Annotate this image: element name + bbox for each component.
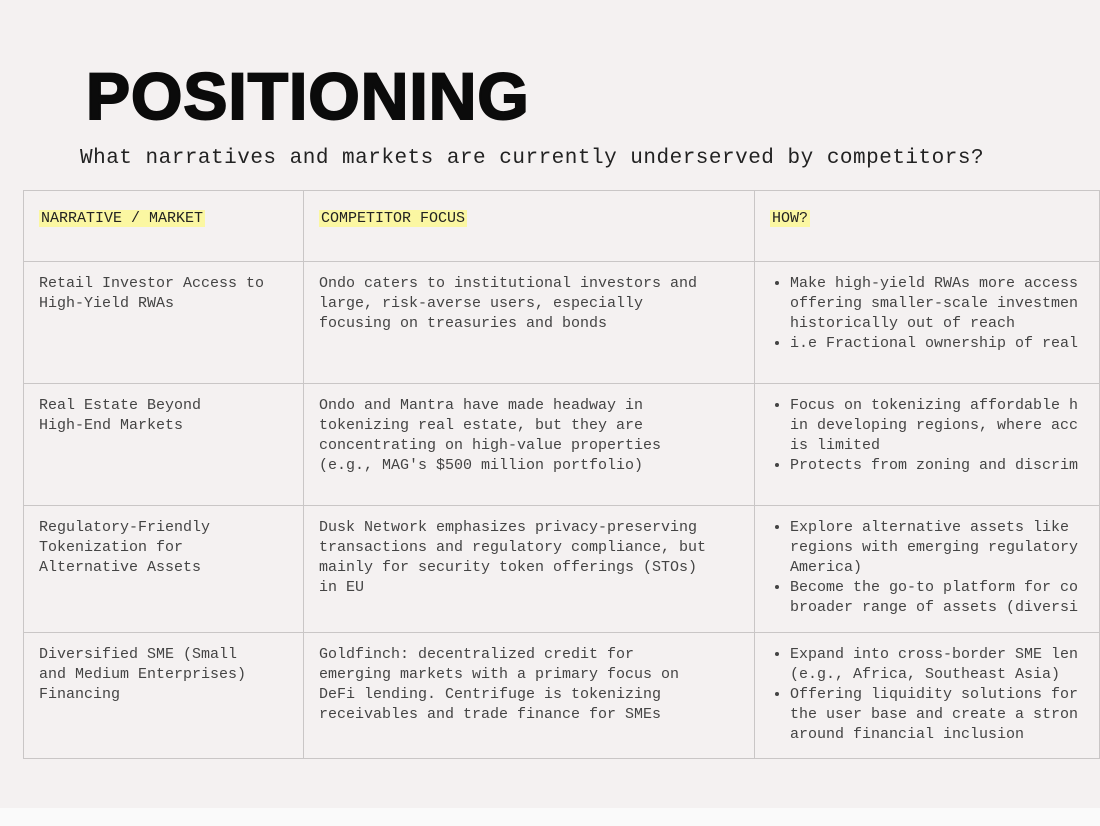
table-row <box>24 384 1100 506</box>
focus-cell: Goldfinch: decentralized credit for emerging markets with a primary focus on DeFi lending. Centrifuge is tokenizing receivables and trade finance for SMEs <box>304 633 755 759</box>
header-narrative-market: NARRATIVE / MARKET <box>41 210 204 227</box>
how-cell <box>755 633 1100 759</box>
how-bullet: • Focus on tokenizing affordable h in developing regions, where acc is limited <box>790 396 1095 456</box>
market-cell: Retail Investor Access to High-Yield RWAs <box>24 262 304 384</box>
table-row <box>24 633 1100 759</box>
market-cell: Real Estate Beyond High-End Markets <box>24 384 304 506</box>
positioning-table <box>23 190 1100 759</box>
header-competitor-focus: COMPETITOR FOCUS <box>321 210 466 227</box>
how-cell <box>755 384 1100 506</box>
table-row <box>24 506 1100 633</box>
bottom-strip <box>0 808 1100 826</box>
how-bullet: • Explore alternative assets like regions with emerging regulatory America) <box>790 518 1095 578</box>
page-subtitle: What narratives and markets are currently underserved by competitors? <box>80 147 985 170</box>
focus-cell: Dusk Network emphasizes privacy-preserving transactions and regulatory compliance, but mainly for security token offerings (STOs) in EU <box>304 506 755 633</box>
how-bullet: • Protects from zoning and discrim <box>790 456 1095 476</box>
how-bullet: • Expand into cross-border SME len (e.g., Africa, Southeast Asia) <box>790 645 1095 685</box>
market-cell: Regulatory-Friendly Tokenization for Alternative Assets <box>24 506 304 633</box>
how-cell <box>755 262 1100 384</box>
header-how: HOW? <box>772 210 809 227</box>
how-bullet: • Become the go-to platform for co broader range of assets (diversi <box>790 578 1095 618</box>
focus-cell: Ondo caters to institutional investors and large, risk-averse users, especially focusing on treasuries and bonds <box>304 262 755 384</box>
how-cell <box>755 506 1100 633</box>
table-header-row <box>24 191 1100 262</box>
how-bullet: • Make high-yield RWAs more access offering smaller-scale investmen historically out of reach <box>790 274 1095 334</box>
how-bullet: • Offering liquidity solutions for the user base and create a stron around financial inclusion <box>790 685 1095 745</box>
focus-cell: Ondo and Mantra have made headway in tokenizing real estate, but they are concentrating on high-value properties (e.g., MAG's $500 million portfolio) <box>304 384 755 506</box>
market-cell: Diversified SME (Small and Medium Enterprises) Financing <box>24 633 304 759</box>
page-title: POSITIONING <box>86 59 530 133</box>
how-bullet: • i.e Fractional ownership of real <box>790 334 1095 354</box>
table-row <box>24 262 1100 384</box>
